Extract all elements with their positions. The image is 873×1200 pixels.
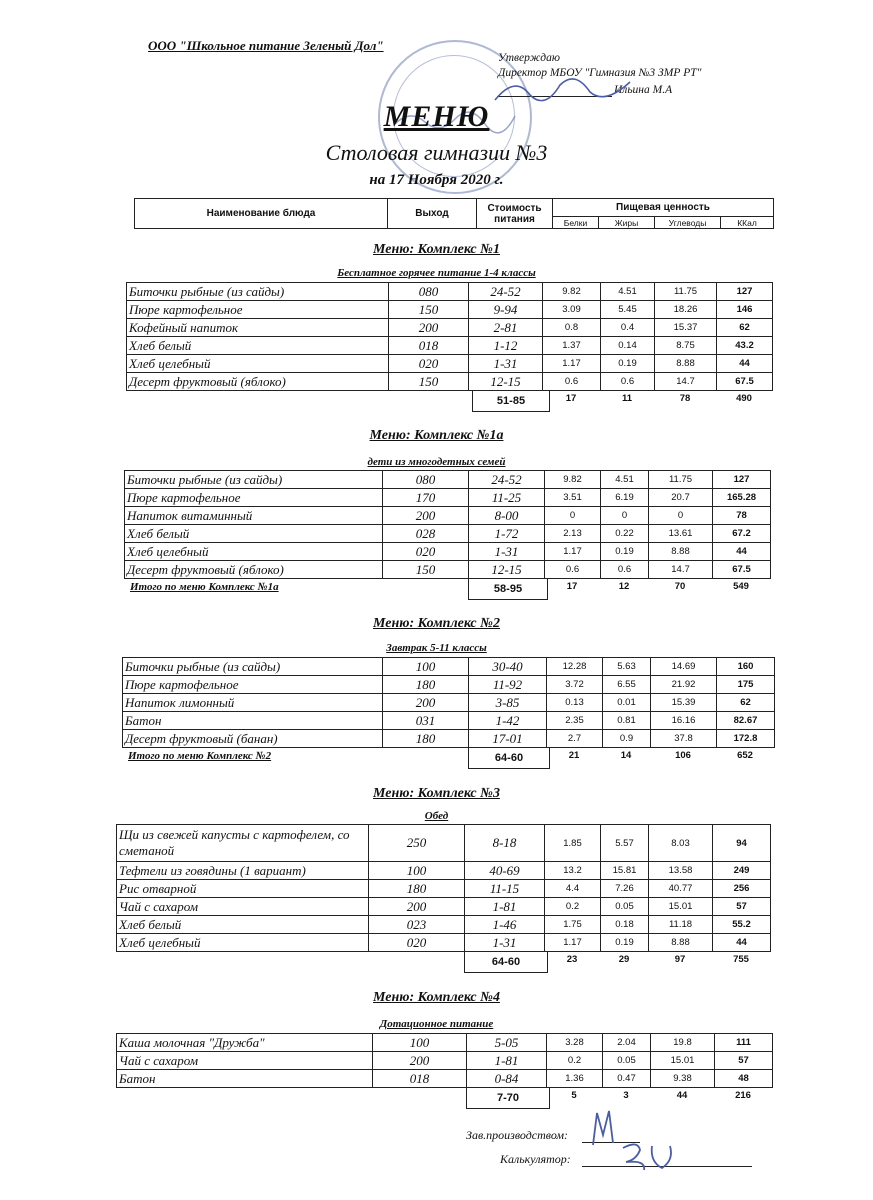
dish-output: 020 xyxy=(389,355,469,373)
table-row xyxy=(123,712,775,730)
dish-carbs: 11.75 xyxy=(649,471,713,489)
dish-fats: 6.19 xyxy=(601,489,649,507)
dish-output: 200 xyxy=(369,898,465,916)
dish-kcal: 44 xyxy=(717,355,773,373)
dish-proteins: 4.4 xyxy=(545,880,601,898)
dish-proteins: 12.28 xyxy=(547,658,603,676)
dish-output: 200 xyxy=(373,1052,467,1070)
dish-proteins: 1.85 xyxy=(545,825,601,862)
dish-price: 12-15 xyxy=(469,561,545,579)
total-label: Итого по меню Комплекс №2 xyxy=(128,750,272,762)
table-row xyxy=(117,880,771,898)
total-kcal: 490 xyxy=(736,393,752,404)
dish-price: 30-40 xyxy=(469,658,547,676)
dish-name: Десерт фруктовый (яблоко) xyxy=(127,373,389,391)
dish-proteins: 9.82 xyxy=(543,283,601,301)
dish-carbs: 40.77 xyxy=(649,880,713,898)
approval-line-3: Ильина М.А xyxy=(614,84,673,96)
menu-table xyxy=(122,657,775,748)
table-row xyxy=(125,543,771,561)
dish-name: Пюре картофельное xyxy=(127,301,389,319)
total-fats: 12 xyxy=(618,581,630,592)
dish-carbs: 8.88 xyxy=(655,355,717,373)
col-nutrition: Пищевая ценность xyxy=(553,199,774,217)
dish-price: 11-15 xyxy=(465,880,545,898)
dish-carbs: 14.7 xyxy=(655,373,717,391)
dish-carbs: 37.8 xyxy=(651,730,717,748)
dish-fats: 0.05 xyxy=(603,1052,651,1070)
dish-output: 200 xyxy=(389,319,469,337)
dish-name: Биточки рыбные (из сайды) xyxy=(123,658,383,676)
total-carbs: 70 xyxy=(674,581,686,592)
total-carbs: 44 xyxy=(676,1090,688,1101)
total-row xyxy=(116,952,770,972)
dish-kcal: 57 xyxy=(715,1052,773,1070)
dish-carbs: 11.18 xyxy=(649,916,713,934)
dish-fats: 0.19 xyxy=(601,355,655,373)
dish-output: 100 xyxy=(383,658,469,676)
dish-kcal: 67.2 xyxy=(713,525,771,543)
col-fats: Жиры xyxy=(599,217,655,229)
dish-proteins: 2.13 xyxy=(545,525,601,543)
approval-line-2: Директор МБОУ "Гимназия №3 ЗМР РТ" xyxy=(498,67,702,79)
dish-kcal: 249 xyxy=(713,862,771,880)
dish-kcal: 57 xyxy=(713,898,771,916)
dish-carbs: 13.61 xyxy=(649,525,713,543)
dish-proteins: 2.7 xyxy=(547,730,603,748)
total-fats: 14 xyxy=(620,750,632,761)
dish-proteins: 0.13 xyxy=(547,694,603,712)
dish-carbs: 15.01 xyxy=(651,1052,715,1070)
total-row xyxy=(116,1088,772,1108)
total-carbs: 106 xyxy=(675,750,691,761)
total-kcal: 216 xyxy=(735,1090,751,1101)
dish-price: 11-92 xyxy=(469,676,547,694)
dish-fats: 0.81 xyxy=(603,712,651,730)
dish-fats: 0 xyxy=(601,507,649,525)
dish-carbs: 18.26 xyxy=(655,301,717,319)
total-kcal: 652 xyxy=(737,750,753,761)
dish-output: 020 xyxy=(383,543,469,561)
dish-output: 031 xyxy=(383,712,469,730)
dish-kcal: 67.5 xyxy=(713,561,771,579)
table-row xyxy=(123,730,775,748)
dish-kcal: 44 xyxy=(713,934,771,952)
table-row xyxy=(123,658,775,676)
total-fats: 29 xyxy=(618,954,630,965)
dish-fats: 0.6 xyxy=(601,561,649,579)
table-row xyxy=(117,934,771,952)
dish-price: 1-46 xyxy=(465,916,545,934)
dish-price: 1-42 xyxy=(469,712,547,730)
dish-proteins: 1.37 xyxy=(543,337,601,355)
col-proteins: Белки xyxy=(553,217,599,229)
dish-proteins: 0.2 xyxy=(547,1052,603,1070)
dish-kcal: 256 xyxy=(713,880,771,898)
total-kcal: 755 xyxy=(733,954,749,965)
table-row xyxy=(117,862,771,880)
dish-kcal: 44 xyxy=(713,543,771,561)
dish-carbs: 16.16 xyxy=(651,712,717,730)
production-label: Зав.производством: xyxy=(466,1128,569,1142)
table-row xyxy=(123,676,775,694)
dish-kcal: 175 xyxy=(717,676,775,694)
table-row xyxy=(117,1052,773,1070)
dish-proteins: 3.72 xyxy=(547,676,603,694)
table-row xyxy=(127,301,773,319)
column-header-table xyxy=(134,198,774,229)
dish-name: Десерт фруктовый (яблоко) xyxy=(125,561,383,579)
total-proteins: 23 xyxy=(566,954,578,965)
dish-fats: 4.51 xyxy=(601,471,649,489)
total-price: 7-70 xyxy=(466,1088,550,1109)
dish-carbs: 0 xyxy=(649,507,713,525)
dish-price: 2-81 xyxy=(469,319,543,337)
section-subtitle: Бесплатное горячее питание 1-4 классы xyxy=(337,267,536,279)
total-row xyxy=(124,579,770,599)
dish-carbs: 11.75 xyxy=(655,283,717,301)
dish-fats: 0.19 xyxy=(601,543,649,561)
dish-price: 1-72 xyxy=(469,525,545,543)
section-subtitle: Завтрак 5-11 классы xyxy=(386,642,487,654)
dish-price: 1-81 xyxy=(467,1052,547,1070)
calculator-signature-icon xyxy=(618,1140,688,1174)
dish-carbs: 15.39 xyxy=(651,694,717,712)
dish-kcal: 160 xyxy=(717,658,775,676)
dish-name: Десерт фруктовый (банан) xyxy=(123,730,383,748)
calculator-label: Калькулятор: xyxy=(500,1152,571,1166)
dish-fats: 0.4 xyxy=(601,319,655,337)
dish-fats: 15.81 xyxy=(601,862,649,880)
dish-fats: 0.05 xyxy=(601,898,649,916)
dish-price: 24-52 xyxy=(469,471,545,489)
organization-name: ООО "Школьное питание Зеленый Дол" xyxy=(148,38,384,53)
dish-fats: 5.63 xyxy=(603,658,651,676)
dish-output: 100 xyxy=(369,862,465,880)
dish-output: 020 xyxy=(369,934,465,952)
dish-name: Пюре картофельное xyxy=(125,489,383,507)
table-row xyxy=(127,283,773,301)
page-subtitle: Столовая гимназии №3 xyxy=(325,140,548,165)
table-row xyxy=(117,1034,773,1052)
dish-price: 12-15 xyxy=(469,373,543,391)
dish-kcal: 48 xyxy=(715,1070,773,1088)
dish-output: 180 xyxy=(383,676,469,694)
total-price: 58-95 xyxy=(468,579,548,600)
dish-price: 1-31 xyxy=(469,543,545,561)
dish-price: 0-84 xyxy=(467,1070,547,1088)
section-subtitle: Дотационное питание xyxy=(379,1018,494,1030)
dish-output: 080 xyxy=(389,283,469,301)
dish-price: 24-52 xyxy=(469,283,543,301)
total-proteins: 17 xyxy=(565,393,577,404)
total-kcal: 549 xyxy=(733,581,749,592)
dish-fats: 5.57 xyxy=(601,825,649,862)
dish-price: 1-31 xyxy=(465,934,545,952)
dish-carbs: 14.7 xyxy=(649,561,713,579)
dish-kcal: 172.8 xyxy=(717,730,775,748)
table-row xyxy=(125,525,771,543)
section-title: Меню: Комплекс №1 xyxy=(373,242,500,257)
total-price: 64-60 xyxy=(464,952,548,973)
dish-fats: 0.01 xyxy=(603,694,651,712)
dish-price: 17-01 xyxy=(469,730,547,748)
approval-line-1: Утверждаю xyxy=(498,52,560,64)
dish-name: Хлеб белый xyxy=(125,525,383,543)
table-row xyxy=(117,916,771,934)
col-output: Выход xyxy=(388,199,477,229)
dish-fats: 0.19 xyxy=(601,934,649,952)
dish-kcal: 82.67 xyxy=(717,712,775,730)
dish-fats: 2.04 xyxy=(603,1034,651,1052)
dish-kcal: 146 xyxy=(717,301,773,319)
dish-name: Биточки рыбные (из сайды) xyxy=(127,283,389,301)
total-proteins: 17 xyxy=(566,581,578,592)
total-carbs: 97 xyxy=(674,954,686,965)
dish-carbs: 21.92 xyxy=(651,676,717,694)
dish-kcal: 165.28 xyxy=(713,489,771,507)
dish-output: 018 xyxy=(373,1070,467,1088)
dish-price: 3-85 xyxy=(469,694,547,712)
dish-proteins: 0.6 xyxy=(543,373,601,391)
dish-name: Чай с сахаром xyxy=(117,898,369,916)
table-row xyxy=(125,471,771,489)
total-carbs: 78 xyxy=(679,393,691,404)
total-fats: 11 xyxy=(621,393,633,404)
dish-price: 8-00 xyxy=(469,507,545,525)
dish-fats: 0.47 xyxy=(603,1070,651,1088)
dish-name: Пюре картофельное xyxy=(123,676,383,694)
dish-kcal: 78 xyxy=(713,507,771,525)
dish-output: 028 xyxy=(383,525,469,543)
table-row xyxy=(127,319,773,337)
table-row xyxy=(125,561,771,579)
dish-output: 180 xyxy=(369,880,465,898)
dish-carbs: 15.37 xyxy=(655,319,717,337)
dish-fats: 6.55 xyxy=(603,676,651,694)
col-kcal: ККал xyxy=(721,217,774,229)
col-cost: Стоимость питания xyxy=(477,199,553,229)
dish-output: 150 xyxy=(389,301,469,319)
dish-name: Кофейный напиток xyxy=(127,319,389,337)
total-fats: 3 xyxy=(623,1090,629,1101)
table-row xyxy=(123,694,775,712)
table-row xyxy=(125,489,771,507)
dish-kcal: 55.2 xyxy=(713,916,771,934)
total-row xyxy=(122,748,774,768)
dish-kcal: 94 xyxy=(713,825,771,862)
dish-name: Хлеб целебный xyxy=(117,934,369,952)
dish-name: Тефтели из говядины (1 вариант) xyxy=(117,862,369,880)
dish-proteins: 0 xyxy=(545,507,601,525)
total-proteins: 5 xyxy=(571,1090,577,1101)
dish-price: 9-94 xyxy=(469,301,543,319)
total-proteins: 21 xyxy=(568,750,580,761)
dish-fats: 7.26 xyxy=(601,880,649,898)
dish-proteins: 1.36 xyxy=(547,1070,603,1088)
total-price: 51-85 xyxy=(472,391,550,412)
dish-carbs: 8.03 xyxy=(649,825,713,862)
table-row xyxy=(117,825,771,862)
dish-price: 1-31 xyxy=(469,355,543,373)
dish-output: 250 xyxy=(369,825,465,862)
dish-fats: 0.6 xyxy=(601,373,655,391)
menu-table xyxy=(116,1033,773,1088)
dish-fats: 5.45 xyxy=(601,301,655,319)
section-subtitle: дети из многодетных семей xyxy=(367,456,506,468)
dish-proteins: 0.8 xyxy=(543,319,601,337)
dish-fats: 0.22 xyxy=(601,525,649,543)
dish-name: Хлеб целебный xyxy=(127,355,389,373)
dish-kcal: 67.5 xyxy=(717,373,773,391)
col-carbs: Углеводы xyxy=(655,217,721,229)
menu-date: на 17 Ноября 2020 г. xyxy=(369,172,504,188)
dish-proteins: 0.2 xyxy=(545,898,601,916)
dish-output: 150 xyxy=(389,373,469,391)
dish-name: Биточки рыбные (из сайды) xyxy=(125,471,383,489)
dish-name: Напиток витаминный xyxy=(125,507,383,525)
table-row xyxy=(125,507,771,525)
dish-fats: 0.9 xyxy=(603,730,651,748)
dish-name: Щи из свежей капусты с картофелем, со сметаной xyxy=(117,825,369,862)
dish-fats: 4.51 xyxy=(601,283,655,301)
menu-table xyxy=(124,470,771,579)
table-row xyxy=(127,373,773,391)
dish-name: Хлеб белый xyxy=(117,916,369,934)
dish-name: Батон xyxy=(123,712,383,730)
dish-output: 080 xyxy=(383,471,469,489)
dish-proteins: 0.6 xyxy=(545,561,601,579)
dish-price: 5-05 xyxy=(467,1034,547,1052)
dish-proteins: 13.2 xyxy=(545,862,601,880)
dish-proteins: 1.17 xyxy=(545,934,601,952)
dish-kcal: 62 xyxy=(717,694,775,712)
dish-output: 180 xyxy=(383,730,469,748)
dish-name: Каша молочная "Дружба" xyxy=(117,1034,373,1052)
dish-price: 1-81 xyxy=(465,898,545,916)
dish-output: 170 xyxy=(383,489,469,507)
dish-carbs: 19.8 xyxy=(651,1034,715,1052)
table-row xyxy=(127,337,773,355)
dish-carbs: 8.75 xyxy=(655,337,717,355)
dish-proteins: 2.35 xyxy=(547,712,603,730)
dish-name: Рис отварной xyxy=(117,880,369,898)
dish-proteins: 3.09 xyxy=(543,301,601,319)
dish-proteins: 1.17 xyxy=(545,543,601,561)
menu-table xyxy=(116,824,771,952)
dish-name: Хлеб белый xyxy=(127,337,389,355)
dish-proteins: 3.51 xyxy=(545,489,601,507)
dish-carbs: 8.88 xyxy=(649,934,713,952)
menu-table xyxy=(126,282,773,391)
col-dish: Наименование блюда xyxy=(135,199,388,229)
dish-kcal: 127 xyxy=(717,283,773,301)
section-title: Меню: Комплекс №1а xyxy=(369,428,504,443)
table-row xyxy=(117,898,771,916)
dish-carbs: 9.38 xyxy=(651,1070,715,1088)
dish-carbs: 20.7 xyxy=(649,489,713,507)
dish-carbs: 8.88 xyxy=(649,543,713,561)
dish-proteins: 9.82 xyxy=(545,471,601,489)
section-title: Меню: Комплекс №3 xyxy=(373,786,500,801)
total-price: 64-60 xyxy=(468,748,550,769)
dish-carbs: 14.69 xyxy=(651,658,717,676)
page-title: МЕНЮ xyxy=(383,100,490,133)
dish-name: Батон xyxy=(117,1070,373,1088)
section-title: Меню: Комплекс №4 xyxy=(373,990,500,1005)
dish-carbs: 13.58 xyxy=(649,862,713,880)
dish-output: 018 xyxy=(389,337,469,355)
dish-kcal: 127 xyxy=(713,471,771,489)
dish-name: Хлеб целебный xyxy=(125,543,383,561)
dish-proteins: 1.17 xyxy=(543,355,601,373)
table-row xyxy=(127,355,773,373)
dish-name: Чай с сахаром xyxy=(117,1052,373,1070)
dish-output: 200 xyxy=(383,507,469,525)
section-subtitle: Обед xyxy=(424,810,449,822)
table-row xyxy=(117,1070,773,1088)
total-label: Итого по меню Комплекс №1а xyxy=(130,581,279,593)
dish-output: 150 xyxy=(383,561,469,579)
dish-kcal: 111 xyxy=(715,1034,773,1052)
dish-price: 8-18 xyxy=(465,825,545,862)
dish-kcal: 43.2 xyxy=(717,337,773,355)
dish-kcal: 62 xyxy=(717,319,773,337)
dish-name: Напиток лимонный xyxy=(123,694,383,712)
dish-output: 200 xyxy=(383,694,469,712)
dish-output: 023 xyxy=(369,916,465,934)
section-title: Меню: Комплекс №2 xyxy=(373,616,500,631)
total-row xyxy=(126,391,772,411)
dish-price: 1-12 xyxy=(469,337,543,355)
dish-price: 40-69 xyxy=(465,862,545,880)
dish-price: 11-25 xyxy=(469,489,545,507)
dish-output: 100 xyxy=(373,1034,467,1052)
dish-fats: 0.14 xyxy=(601,337,655,355)
dish-carbs: 15.01 xyxy=(649,898,713,916)
dish-fats: 0.18 xyxy=(601,916,649,934)
dish-proteins: 3.28 xyxy=(547,1034,603,1052)
dish-proteins: 1.75 xyxy=(545,916,601,934)
